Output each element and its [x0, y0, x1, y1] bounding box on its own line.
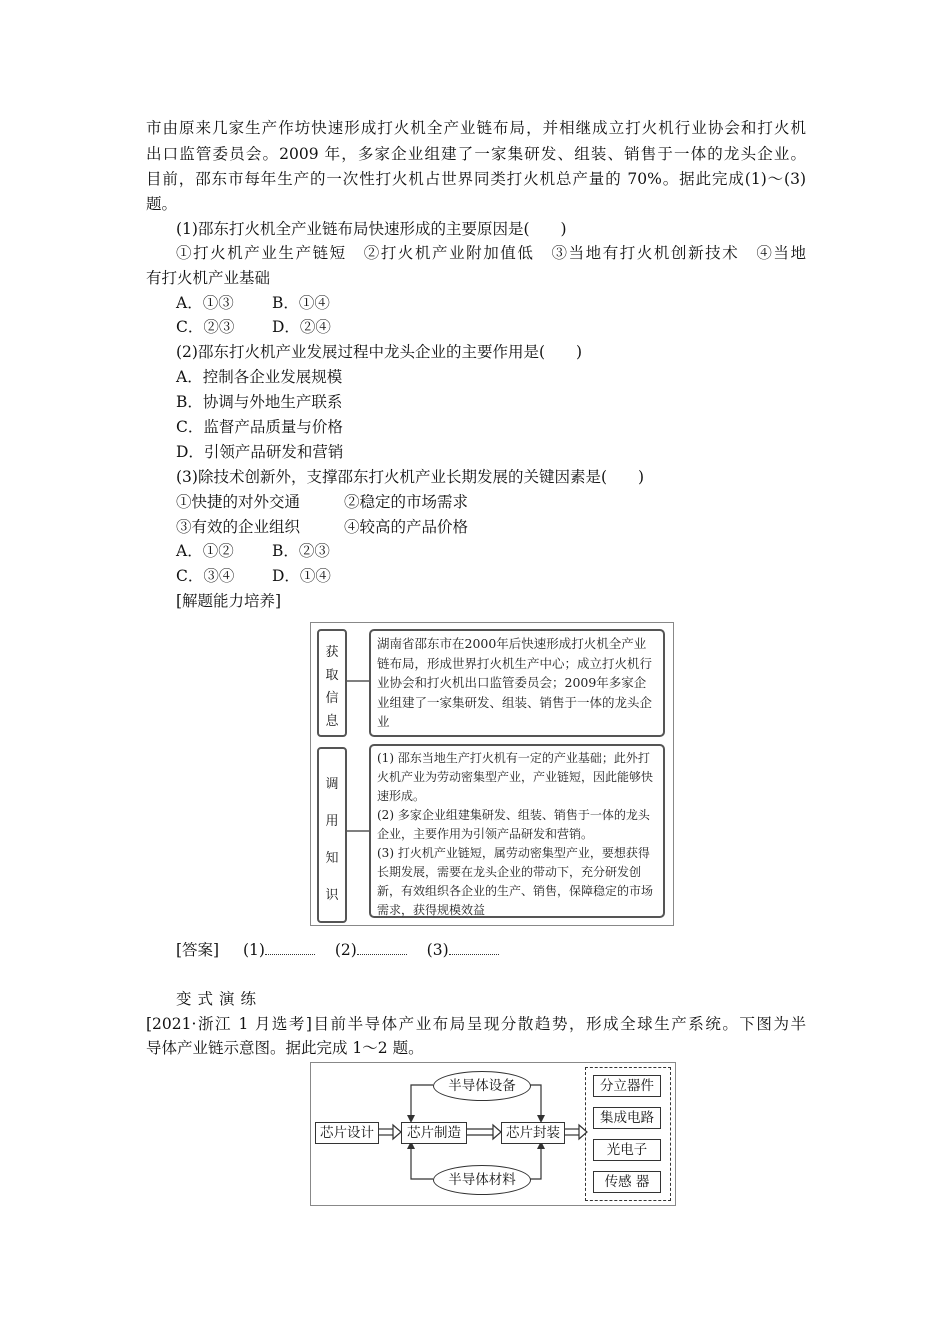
variant-line-1: [2021·浙江 1 月选考]目前半导体产业布局呈现分散趋势，形成全球生产系统。下图为半 — [146, 1015, 806, 1033]
label-apply-knowledge: 调 用 知 识 — [317, 747, 347, 923]
info-figure — [310, 622, 674, 926]
product-optoelectronics: 光电子 — [593, 1139, 661, 1161]
q2-option-b: B．协调与外地生产联系 — [176, 393, 343, 411]
variant-line-2: 导体产业链示意图。据此完成 1～2 题。 — [146, 1039, 424, 1057]
intro-line-1: 市由原来几家生产作坊快速形成打火机全产业链布局，并相继成立打火机行业协会和打火机 — [146, 119, 806, 137]
q2-option-d: D．引领产品研发和营销 — [176, 443, 344, 461]
q3-item-2: ②稳定的市场需求 — [344, 493, 469, 511]
answer-3-label: (3) — [426, 941, 449, 959]
label-acquire-info: 获 取 信 息 — [317, 629, 347, 737]
product-discrete-device: 分立器件 — [593, 1075, 661, 1097]
q1-stem: (1)邵东打火机全产业链布局快速形成的主要原因是( ) — [176, 220, 567, 238]
answer-2-blank — [357, 940, 407, 955]
answer-2-label: (2) — [334, 941, 357, 959]
q3-item-3: ③有效的企业组织 — [176, 518, 301, 536]
node-chip-package: 芯片封装 — [501, 1122, 565, 1144]
node-chip-design: 芯片设计 — [315, 1122, 379, 1144]
q3-item-4: ④较高的产品价格 — [344, 518, 469, 536]
product-sensor: 传感 器 — [593, 1171, 661, 1193]
q3-option-b: B．②③ — [272, 542, 330, 560]
q1-items-line-2: 有打火机产业基础 — [146, 269, 271, 287]
intro-line-2: 出口监管委员会。2009 年，多家企业组建了一家集研发、组装、销售于一体的龙头企业。 — [146, 145, 806, 163]
q2-option-c: C．监督产品质量与价格 — [176, 418, 343, 436]
q1-items-line-1: ①打火机产业生产链短 ②打火机产业附加值低 ③当地有打火机创新技术 ④当地 — [176, 244, 806, 262]
q1-option-a: A．①③ — [176, 294, 234, 312]
q3-option-d: D．①④ — [272, 567, 331, 585]
semiconductor-chain-figure — [310, 1062, 676, 1206]
info-box-apply: (1) 邵东当地生产打火机有一定的产业基础；此外打火机产业为劳动密集型产业，产业链短，因此能够快速形成。 (2) 多家企业组建集研发、组装、销售于一体的龙头企业，主要作用为引领产品研发和营销。 (3) 打火机产业链短，属劳动密集型产业，要想获得长期发展，需要在龙头企业的带动下，充分研发创新，有效组织各企业的生产、销售，保障稳定的市场需求，获得规模效益 — [369, 744, 665, 918]
q1-option-c: C．②③ — [176, 318, 235, 336]
answer-1-label: (1) — [242, 941, 265, 959]
answer-1-blank — [265, 940, 315, 955]
answer-line — [176, 940, 499, 960]
section-training-heading: [解题能力培养] — [176, 592, 282, 610]
q3-item-1: ①快捷的对外交通 — [176, 493, 301, 511]
q3-option-a: A．①② — [176, 542, 234, 560]
q1-option-b: B．①④ — [272, 294, 330, 312]
q2-option-a: A．控制各企业发展规模 — [176, 368, 343, 386]
node-semiconductor-equipment: 半导体设备 — [433, 1071, 531, 1101]
q2-stem: (2)邵东打火机产业发展过程中龙头企业的主要作用是( ) — [176, 343, 583, 361]
intro-line-4: 题。 — [146, 195, 178, 213]
node-chip-manufacture: 芯片制造 — [401, 1122, 467, 1144]
variant-title: 变式演练 — [176, 990, 263, 1008]
q3-stem: (3)除技术创新外，支撑邵东打火机产业长期发展的关键因素是( ) — [176, 468, 645, 486]
answer-3-blank — [449, 940, 499, 955]
info-box-acquire: 湖南省邵东市在2000年后快速形成打火机全产业链布局，形成世界打火机生产中心；成立打火机行业协会和打火机出口监管委员会；2009年多家企业组建了一家集研发、组装、销售于一体的龙头企业 — [369, 629, 665, 737]
intro-line-3: 目前，邵东市每年生产的一次性打火机占世界同类打火机总产量的 70%。据此完成(1)～(3) — [146, 170, 806, 188]
q3-option-c: C．③④ — [176, 567, 235, 585]
node-semiconductor-material: 半导体材料 — [433, 1165, 531, 1195]
answer-label: [答案] — [176, 941, 220, 959]
product-integrated-circuit: 集成电路 — [593, 1107, 661, 1129]
q1-option-d: D．②④ — [272, 318, 331, 336]
